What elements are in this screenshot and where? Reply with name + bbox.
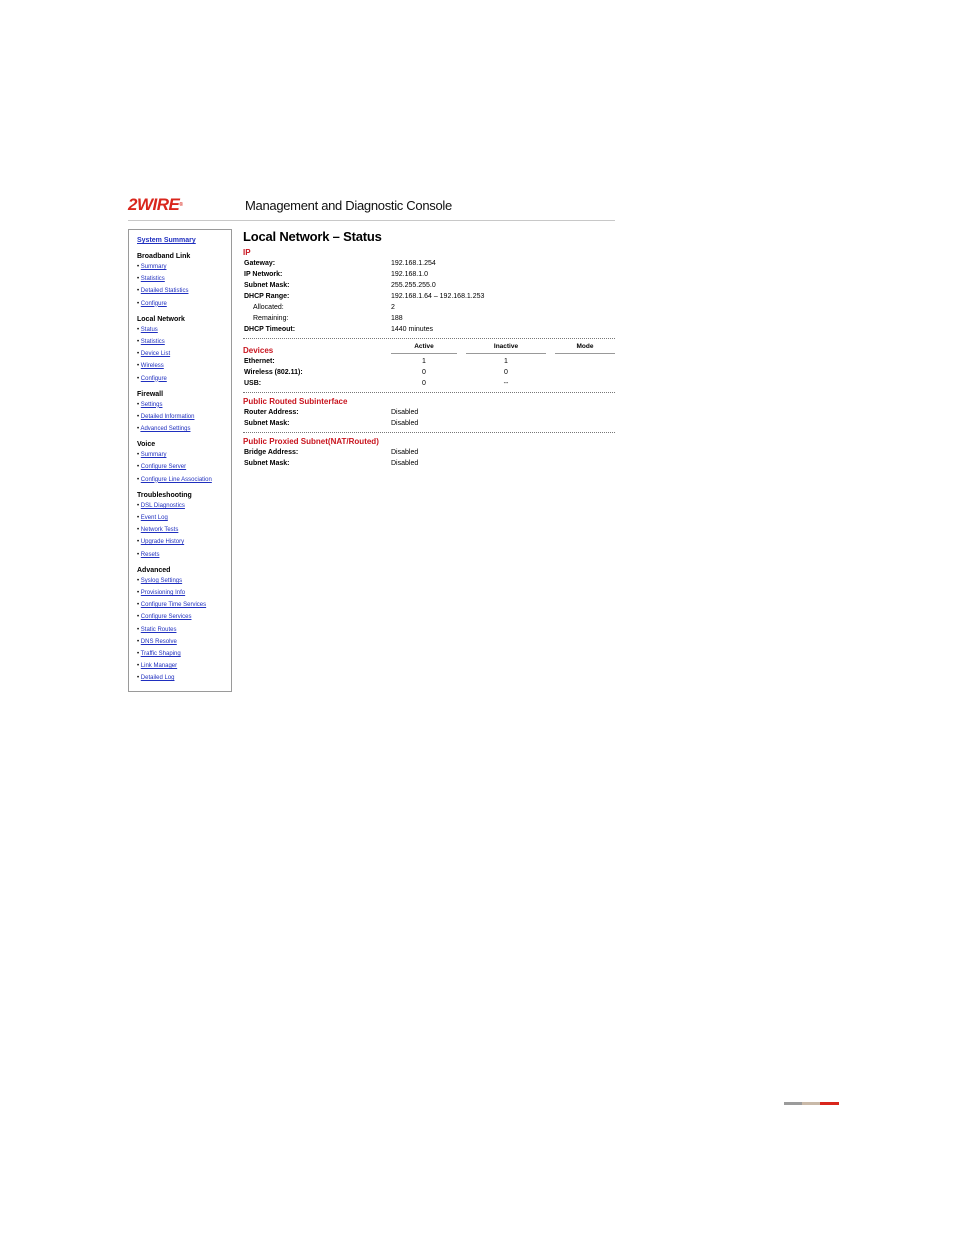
row-label: Allocated:: [253, 304, 284, 311]
info-row: [243, 313, 615, 324]
2wire-logo: 2WIRE®: [128, 195, 183, 214]
devices-header: [243, 342, 615, 356]
row-value: 1440 minutes: [391, 326, 434, 333]
console-title: Management and Diagnostic Console: [245, 198, 452, 213]
sidebar-item: [137, 525, 231, 537]
bullet-icon: •: [137, 276, 141, 283]
bullet-icon: •: [137, 650, 141, 657]
sidebar-item: [137, 450, 231, 462]
row-label: Router Address:: [244, 409, 299, 416]
devices-section-title: Devices: [243, 346, 274, 355]
info-row: [243, 447, 615, 458]
row-value: 188: [391, 315, 403, 322]
row-label: Remaining:: [253, 315, 289, 322]
device-label: Wireless (802.11):: [244, 369, 303, 376]
info-row: [243, 407, 615, 418]
bullet-icon: •: [137, 375, 141, 382]
sidebar-link-troubleshooting-network-tests[interactable]: Network Tests: [140, 527, 179, 534]
row-value: Disabled: [391, 409, 419, 416]
column-header-active: Active: [391, 342, 457, 354]
page-title: Local Network – Status: [243, 229, 382, 244]
bullet-icon: •: [137, 452, 141, 459]
bullet-icon: •: [137, 614, 141, 621]
sidebar-link-firewall-advanced-settings[interactable]: Advanced Settings: [140, 426, 191, 433]
sidebar-link-voice-configure-line-association[interactable]: Configure Line Association: [140, 476, 212, 483]
sidebar-link-firewall-settings[interactable]: Settings: [140, 401, 163, 408]
sidebar-link-advanced-syslog-settings[interactable]: Syslog Settings: [140, 577, 183, 584]
sidebar-section-broadband-link: [137, 252, 231, 311]
sidebar-link-advanced-configure-time-services[interactable]: Configure Time Services: [140, 602, 207, 609]
bullet-icon: •: [137, 502, 141, 509]
row-value: Disabled: [391, 449, 419, 456]
sidebar-nav: [128, 229, 232, 692]
bullet-icon: •: [137, 589, 141, 596]
sidebar-heading: Local Network: [137, 315, 185, 323]
sidebar-item: [137, 299, 231, 311]
sidebar-item: [137, 513, 231, 525]
sidebar-item: [137, 325, 231, 337]
info-row: [243, 258, 615, 269]
sidebar-item: [137, 274, 231, 286]
footer-bar-red: [820, 1102, 839, 1105]
row-value: 255.255.255.0: [391, 282, 436, 289]
row-value: Disabled: [391, 420, 419, 427]
sidebar-section-voice: [137, 440, 231, 487]
row-label: Subnet Mask:: [244, 420, 290, 427]
sidebar-link-local-network-wireless[interactable]: Wireless: [140, 363, 164, 370]
sidebar-heading: Voice: [137, 441, 156, 449]
sidebar-item: [137, 661, 231, 673]
sidebar-link-advanced-link-manager[interactable]: Link Manager: [140, 663, 178, 670]
bullet-icon: •: [137, 527, 141, 534]
bullet-icon: •: [137, 288, 141, 295]
main-content: [243, 229, 615, 469]
sidebar-heading: Broadband Link: [137, 253, 191, 260]
sidebar-link-broadband-link-configure[interactable]: Configure: [140, 300, 167, 307]
sidebar-heading: Troubleshooting: [137, 491, 192, 499]
bullet-icon: •: [137, 577, 141, 584]
bullet-icon: •: [137, 663, 141, 670]
device-label: Ethernet:: [244, 358, 275, 365]
sidebar-link-system-summary[interactable]: System Summary: [137, 237, 196, 244]
bullet-icon: •: [137, 638, 141, 645]
sidebar-item: [137, 361, 231, 373]
sidebar-item: [137, 600, 231, 612]
info-row: [243, 280, 615, 291]
row-label: Subnet Mask:: [244, 460, 290, 467]
sidebar-link-advanced-static-routes[interactable]: Static Routes: [140, 626, 177, 633]
info-row: [243, 324, 615, 335]
row-value: 2: [391, 304, 395, 311]
sidebar-item: [137, 337, 231, 349]
sidebar-item: [137, 637, 231, 649]
device-row: [243, 378, 615, 389]
sidebar-item: [137, 537, 231, 549]
row-label: IP Network:: [244, 271, 283, 278]
bullet-icon: •: [137, 464, 141, 471]
row-value: Disabled: [391, 460, 419, 467]
sidebar-item: [137, 462, 231, 474]
device-row: [243, 356, 615, 367]
routed-section-title: Public Routed Subinterface: [243, 397, 348, 406]
sidebar-item: [137, 349, 231, 361]
footer-bar-gray: [784, 1102, 802, 1105]
bullet-icon: •: [137, 300, 141, 307]
bullet-icon: •: [137, 626, 141, 633]
device-active-count: 0: [422, 380, 426, 387]
sidebar-item: [137, 649, 231, 661]
bullet-icon: •: [137, 551, 141, 558]
devices-section: [243, 356, 615, 389]
sidebar-section-troubleshooting: [137, 491, 231, 562]
sidebar-link-local-network-statistics[interactable]: Statistics: [140, 338, 165, 345]
sidebar-link-advanced-dns-resolve[interactable]: DNS Resolve: [140, 638, 177, 645]
device-inactive-count: --: [503, 380, 509, 387]
bullet-icon: •: [137, 401, 141, 408]
device-active-count: 0: [422, 369, 426, 376]
bullet-icon: •: [137, 264, 141, 270]
sidebar-item: [137, 501, 231, 513]
bullet-icon: •: [137, 515, 141, 521]
ip-section-title: IP: [243, 248, 251, 257]
bullet-icon: •: [137, 426, 141, 433]
sidebar-link-firewall-detailed-information[interactable]: Detailed Information: [140, 413, 195, 420]
info-row: [243, 302, 615, 313]
row-label: DHCP Range:: [244, 293, 290, 300]
sidebar-link-voice-summary[interactable]: Summary: [140, 452, 167, 459]
sidebar-link-troubleshooting-resets[interactable]: Resets: [140, 551, 160, 558]
section-divider: [243, 338, 615, 339]
bullet-icon: •: [137, 476, 141, 483]
section-divider: [243, 432, 615, 433]
info-row: [243, 269, 615, 280]
sidebar-item: [137, 588, 231, 600]
sidebar-item: [137, 374, 231, 386]
sidebar-item: [137, 673, 231, 685]
sidebar-item: [137, 625, 231, 637]
sidebar-link-advanced-provisioning-info[interactable]: Provisioning Info: [140, 589, 186, 596]
device-row: [243, 367, 615, 378]
sidebar-item: [137, 550, 231, 562]
proxied-section-title: Public Proxied Subnet(NAT/Routed): [243, 437, 379, 446]
sidebar-link-advanced-detailed-log[interactable]: Detailed Log: [140, 675, 175, 682]
section-divider: [243, 392, 615, 393]
bullet-icon: •: [137, 413, 141, 420]
sidebar-heading: Firewall: [137, 390, 164, 398]
device-active-count: 1: [422, 358, 426, 365]
sidebar-section-advanced: [137, 566, 231, 686]
info-row: [243, 418, 615, 429]
row-value: 192.168.1.254: [391, 260, 436, 267]
device-inactive-count: 0: [504, 369, 508, 376]
proxied-section: [243, 447, 615, 469]
row-label: Subnet Mask:: [244, 282, 290, 289]
sidebar-section-firewall: [137, 390, 231, 437]
bullet-icon: •: [137, 338, 141, 345]
ip-section: [243, 258, 615, 335]
row-value: 192.168.1.0: [391, 271, 428, 278]
sidebar-link-local-network-status[interactable]: Status: [140, 326, 158, 333]
sidebar-link-advanced-configure-services[interactable]: Configure Services: [140, 614, 192, 621]
sidebar-link-troubleshooting-event-log[interactable]: Event Log: [140, 515, 168, 521]
bullet-icon: •: [137, 351, 141, 358]
column-header-inactive: Inactive: [466, 342, 546, 354]
sidebar-link-local-network-configure[interactable]: Configure: [140, 375, 167, 382]
sidebar-heading: Advanced: [137, 566, 171, 574]
bullet-icon: •: [137, 675, 141, 682]
bullet-icon: •: [137, 363, 141, 370]
info-row: [243, 458, 615, 469]
sidebar-item: [137, 412, 231, 424]
bullet-icon: •: [137, 539, 141, 546]
row-label: Bridge Address:: [244, 449, 299, 456]
row-label: DHCP Timeout:: [244, 326, 296, 333]
footer-bar-tan: [802, 1102, 820, 1105]
sidebar-item: [137, 576, 231, 588]
column-header-mode: Mode: [555, 342, 615, 354]
sidebar-link-troubleshooting-dsl-diagnostics[interactable]: DSL Diagnostics: [140, 502, 185, 509]
sidebar-link-advanced-traffic-shaping[interactable]: Traffic Shaping: [140, 650, 181, 657]
routed-section: [243, 407, 615, 429]
row-value: 192.168.1.64 – 192.168.1.253: [391, 293, 485, 300]
device-label: USB:: [244, 380, 262, 387]
device-inactive-count: 1: [504, 358, 508, 365]
sidebar-item: [137, 612, 231, 624]
sidebar-item: [137, 475, 231, 487]
info-row: [243, 291, 615, 302]
bullet-icon: •: [137, 602, 141, 609]
sidebar-item: [137, 424, 231, 436]
sidebar-item: [137, 286, 231, 298]
sidebar-link-troubleshooting-upgrade-history[interactable]: Upgrade History: [140, 539, 185, 546]
sidebar-link-broadband-link-summary[interactable]: Summary: [140, 264, 167, 270]
row-label: Gateway:: [244, 260, 276, 267]
bullet-icon: •: [137, 326, 141, 333]
console-header: [128, 192, 615, 221]
sidebar-item: [137, 400, 231, 412]
sidebar-link-broadband-link-detailed-statistics[interactable]: Detailed Statistics: [140, 288, 189, 295]
sidebar-section-local-network: [137, 315, 231, 386]
sidebar-link-broadband-link-statistics[interactable]: Statistics: [140, 276, 165, 283]
sidebar-item: [137, 262, 231, 274]
sidebar-link-voice-configure-server[interactable]: Configure Server: [140, 464, 187, 471]
sidebar-link-local-network-device-list[interactable]: Device List: [140, 351, 171, 358]
